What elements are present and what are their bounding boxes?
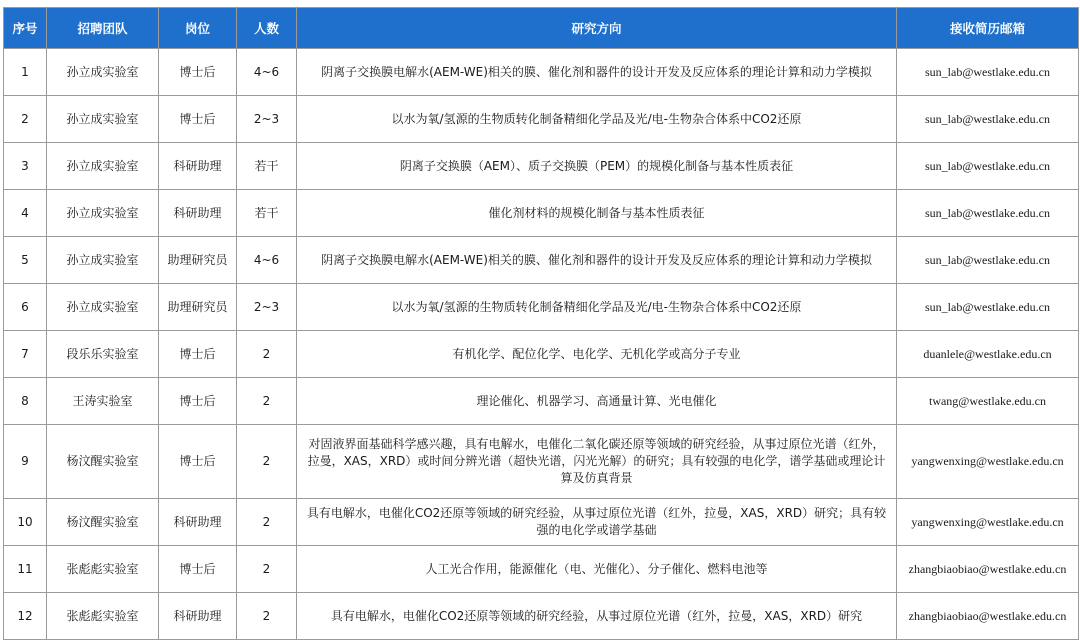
table-row <box>4 237 1079 284</box>
cell-position: 科研助理 <box>159 143 237 190</box>
cell-position: 科研助理 <box>159 190 237 237</box>
cell-team: 孙立成实验室 <box>47 49 159 96</box>
cell-team: 杨汶醒实验室 <box>47 499 159 546</box>
cell-direction: 对固液界面基础科学感兴趣，具有电解水，电催化二氧化碳还原等领域的研究经验，从事过原位光谱（红外，拉曼，XAS，XRD）或时间分辨光谱（超快光谱，闪光光解）的研究；具有较强的电化学，谱学基础或理论计算及仿真背景 <box>297 425 897 499</box>
cell-count: 2~3 <box>237 284 297 331</box>
cell-email: sun_lab@westlake.edu.cn <box>897 96 1079 143</box>
cell-position: 博士后 <box>159 546 237 593</box>
header-email: 接收简历邮箱 <box>897 8 1079 49</box>
cell-email: zhangbiaobiao@westlake.edu.cn <box>897 593 1079 640</box>
cell-count: 2 <box>237 331 297 378</box>
cell-count: 2 <box>237 546 297 593</box>
table-row <box>4 49 1079 96</box>
table-row <box>4 190 1079 237</box>
cell-direction: 阴离子交换膜电解水(AEM-WE)相关的膜、催化剂和器件的设计开发及反应体系的理论计算和动力学模拟 <box>297 237 897 284</box>
cell-email: sun_lab@westlake.edu.cn <box>897 284 1079 331</box>
cell-count: 2 <box>237 378 297 425</box>
cell-direction: 理论催化、机器学习、高通量计算、光电催化 <box>297 378 897 425</box>
table-row <box>4 96 1079 143</box>
header-direction: 研究方向 <box>297 8 897 49</box>
header-team: 招聘团队 <box>47 8 159 49</box>
table-row <box>4 378 1079 425</box>
cell-index: 4 <box>4 190 47 237</box>
cell-team: 王涛实验室 <box>47 378 159 425</box>
cell-team: 孙立成实验室 <box>47 143 159 190</box>
cell-count: 2 <box>237 593 297 640</box>
cell-email: twang@westlake.edu.cn <box>897 378 1079 425</box>
cell-position: 助理研究员 <box>159 237 237 284</box>
table-row <box>4 546 1079 593</box>
cell-count: 2 <box>237 425 297 499</box>
cell-count: 2~3 <box>237 96 297 143</box>
header-count: 人数 <box>237 8 297 49</box>
cell-position: 助理研究员 <box>159 284 237 331</box>
cell-direction: 阴离子交换膜（AEM）、质子交换膜（PEM）的规模化制备与基本性质表征 <box>297 143 897 190</box>
cell-count: 若干 <box>237 143 297 190</box>
cell-team: 张彪彪实验室 <box>47 593 159 640</box>
cell-position: 博士后 <box>159 331 237 378</box>
table-row <box>4 331 1079 378</box>
header-index: 序号 <box>4 8 47 49</box>
cell-direction: 具有电解水，电催化CO2还原等领域的研究经验，从事过原位光谱（红外，拉曼，XAS，XRD）研究；具有较强的电化学或谱学基础 <box>297 499 897 546</box>
cell-index: 8 <box>4 378 47 425</box>
cell-position: 博士后 <box>159 49 237 96</box>
cell-team: 段乐乐实验室 <box>47 331 159 378</box>
cell-index: 3 <box>4 143 47 190</box>
cell-count: 若干 <box>237 190 297 237</box>
cell-email: sun_lab@westlake.edu.cn <box>897 143 1079 190</box>
cell-index: 10 <box>4 499 47 546</box>
cell-index: 5 <box>4 237 47 284</box>
cell-position: 博士后 <box>159 425 237 499</box>
recruitment-table <box>3 7 1079 640</box>
cell-team: 孙立成实验室 <box>47 190 159 237</box>
cell-position: 科研助理 <box>159 499 237 546</box>
cell-position: 博士后 <box>159 96 237 143</box>
cell-index: 6 <box>4 284 47 331</box>
header-position: 岗位 <box>159 8 237 49</box>
cell-direction: 以水为氧/氢源的生物质转化制备精细化学品及光/电-生物杂合体系中CO2还原 <box>297 96 897 143</box>
cell-direction: 以水为氧/氢源的生物质转化制备精细化学品及光/电-生物杂合体系中CO2还原 <box>297 284 897 331</box>
cell-email: yangwenxing@westlake.edu.cn <box>897 425 1079 499</box>
cell-email: duanlele@westlake.edu.cn <box>897 331 1079 378</box>
cell-direction: 有机化学、配位化学、电化学、无机化学或高分子专业 <box>297 331 897 378</box>
cell-direction: 人工光合作用，能源催化（电、光催化）、分子催化、燃料电池等 <box>297 546 897 593</box>
cell-count: 4~6 <box>237 49 297 96</box>
cell-position: 科研助理 <box>159 593 237 640</box>
cell-count: 4~6 <box>237 237 297 284</box>
cell-index: 7 <box>4 331 47 378</box>
cell-team: 张彪彪实验室 <box>47 546 159 593</box>
cell-team: 杨汶醒实验室 <box>47 425 159 499</box>
cell-index: 11 <box>4 546 47 593</box>
cell-team: 孙立成实验室 <box>47 284 159 331</box>
table-row <box>4 499 1079 546</box>
cell-email: sun_lab@westlake.edu.cn <box>897 237 1079 284</box>
cell-index: 2 <box>4 96 47 143</box>
cell-email: sun_lab@westlake.edu.cn <box>897 49 1079 96</box>
table-row <box>4 143 1079 190</box>
cell-email: zhangbiaobiao@westlake.edu.cn <box>897 546 1079 593</box>
cell-index: 9 <box>4 425 47 499</box>
cell-team: 孙立成实验室 <box>47 96 159 143</box>
cell-email: yangwenxing@westlake.edu.cn <box>897 499 1079 546</box>
header-row <box>4 8 1079 49</box>
cell-index: 1 <box>4 49 47 96</box>
cell-team: 孙立成实验室 <box>47 237 159 284</box>
cell-index: 12 <box>4 593 47 640</box>
cell-count: 2 <box>237 499 297 546</box>
cell-direction: 催化剂材料的规模化制备与基本性质表征 <box>297 190 897 237</box>
cell-position: 博士后 <box>159 378 237 425</box>
table-row <box>4 593 1079 640</box>
cell-direction: 具有电解水，电催化CO2还原等领域的研究经验，从事过原位光谱（红外，拉曼，XAS，XRD）研究 <box>297 593 897 640</box>
cell-direction: 阴离子交换膜电解水(AEM-WE)相关的膜、催化剂和器件的设计开发及反应体系的理论计算和动力学模拟 <box>297 49 897 96</box>
table-row <box>4 425 1079 499</box>
cell-email: sun_lab@westlake.edu.cn <box>897 190 1079 237</box>
table-row <box>4 284 1079 331</box>
